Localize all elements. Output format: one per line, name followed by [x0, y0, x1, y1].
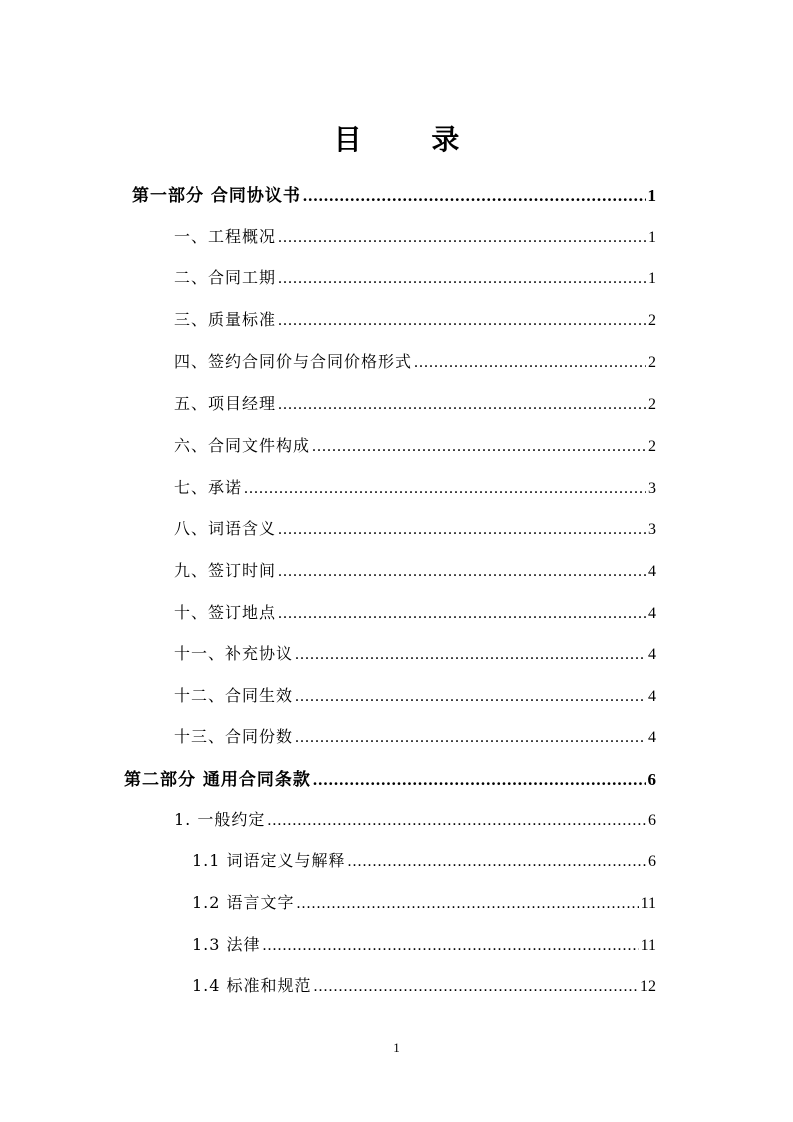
toc-entry-part-1[interactable] — [132, 181, 656, 207]
toc-leader-dots — [295, 646, 646, 664]
toc-leader-dots — [263, 937, 639, 955]
toc-entry-label: 四、签约合同价与合同价格形式 — [174, 352, 413, 371]
toc-entry[interactable] — [174, 265, 656, 291]
toc-entry-page: 2 — [648, 438, 656, 455]
toc-entry-label: 1.2 语言文字 — [192, 893, 295, 912]
toc-entry[interactable] — [192, 973, 656, 999]
toc-entry-label: 第一部分 合同协议书 — [132, 186, 301, 206]
toc-entry-page: 2 — [648, 312, 656, 329]
toc-entry-page: 4 — [648, 729, 656, 746]
toc-leader-dots — [244, 480, 646, 498]
toc-entry-label: 1.4 标准和规范 — [192, 976, 312, 995]
toc-leader-dots — [278, 270, 646, 288]
toc-entry[interactable] — [192, 890, 656, 916]
toc-entry[interactable] — [192, 932, 656, 958]
toc-entry-page: 3 — [648, 480, 656, 497]
toc-entry-page: 1 — [648, 229, 656, 246]
toc-leader-dots — [278, 605, 646, 623]
toc-entry-label: 九、签订时间 — [174, 561, 277, 580]
toc-leader-dots — [314, 978, 638, 996]
toc-entry-label: 1. 一般约定 — [174, 810, 266, 829]
toc-leader-dots — [278, 312, 646, 330]
toc-entry-page: 1 — [647, 186, 656, 205]
toc-title: 目 录 — [333, 123, 490, 156]
toc-entry-page: 6 — [648, 853, 656, 870]
toc-entry[interactable] — [174, 600, 656, 626]
toc-leader-dots — [414, 354, 646, 372]
toc-entry[interactable] — [174, 807, 656, 833]
toc-entry-label: 十一、补充协议 — [174, 644, 294, 663]
toc-entry-label: 十、签订地点 — [174, 603, 277, 622]
toc-leader-dots — [267, 812, 646, 830]
toc-entry-label: 七、承诺 — [174, 478, 243, 497]
toc-entry-page: 6 — [648, 812, 656, 829]
toc-entry-label: 八、词语含义 — [174, 519, 277, 538]
toc-entry-page: 2 — [648, 354, 656, 371]
toc-entry-page: 6 — [647, 770, 656, 789]
toc-leader-dots — [278, 229, 646, 247]
toc-entry-page: 4 — [648, 563, 656, 580]
toc-entry[interactable] — [174, 349, 656, 375]
toc-leader-dots — [278, 396, 646, 414]
toc-entry[interactable] — [174, 433, 656, 459]
toc-leader-dots — [313, 770, 646, 790]
toc-entry-label: 二、合同工期 — [174, 268, 277, 287]
toc-leader-dots — [295, 729, 646, 747]
toc-entry-page: 11 — [640, 937, 656, 954]
toc-leader-dots — [295, 688, 646, 706]
toc-entry-label: 六、合同文件构成 — [174, 436, 311, 455]
toc-entry[interactable] — [174, 224, 656, 250]
page-number: 1 — [393, 1040, 400, 1055]
toc-entry-label: 五、项目经理 — [174, 394, 277, 413]
toc-entry-label: 十二、合同生效 — [174, 686, 294, 705]
toc-entry-label: 1.1 词语定义与解释 — [192, 851, 346, 870]
toc-entry[interactable] — [174, 724, 656, 750]
toc-entry-part-2[interactable] — [124, 765, 656, 791]
toc-leader-dots — [348, 853, 646, 871]
toc-entry-page: 4 — [648, 605, 656, 622]
toc-entry-page: 11 — [640, 895, 656, 912]
toc-entry-page: 4 — [648, 646, 656, 663]
toc-leader-dots — [303, 186, 646, 206]
toc-entry[interactable] — [174, 391, 656, 417]
toc-entry[interactable] — [174, 307, 656, 333]
toc-leader-dots — [312, 438, 646, 456]
toc-leader-dots — [297, 895, 639, 913]
toc-entry-label: 三、质量标准 — [174, 310, 277, 329]
toc-entry[interactable] — [174, 516, 656, 542]
toc-entry-label: 1.3 法律 — [192, 935, 261, 954]
toc-entry[interactable] — [192, 848, 656, 874]
toc-entry-label: 十三、合同份数 — [174, 727, 294, 746]
toc-entry[interactable] — [174, 475, 656, 501]
toc-entry-page: 12 — [640, 978, 656, 995]
toc-entry-page: 4 — [648, 688, 656, 705]
toc-entry-label: 一、工程概况 — [174, 227, 277, 246]
toc-entry-label: 第二部分 通用合同条款 — [124, 770, 311, 790]
toc-entry-page: 2 — [648, 396, 656, 413]
toc-entry[interactable] — [174, 641, 656, 667]
toc-entry-page: 3 — [648, 521, 656, 538]
toc-leader-dots — [278, 521, 646, 539]
toc-entry[interactable] — [174, 683, 656, 709]
toc-leader-dots — [278, 563, 646, 581]
toc-entry-page: 1 — [648, 270, 656, 287]
toc-entry[interactable] — [174, 558, 656, 584]
